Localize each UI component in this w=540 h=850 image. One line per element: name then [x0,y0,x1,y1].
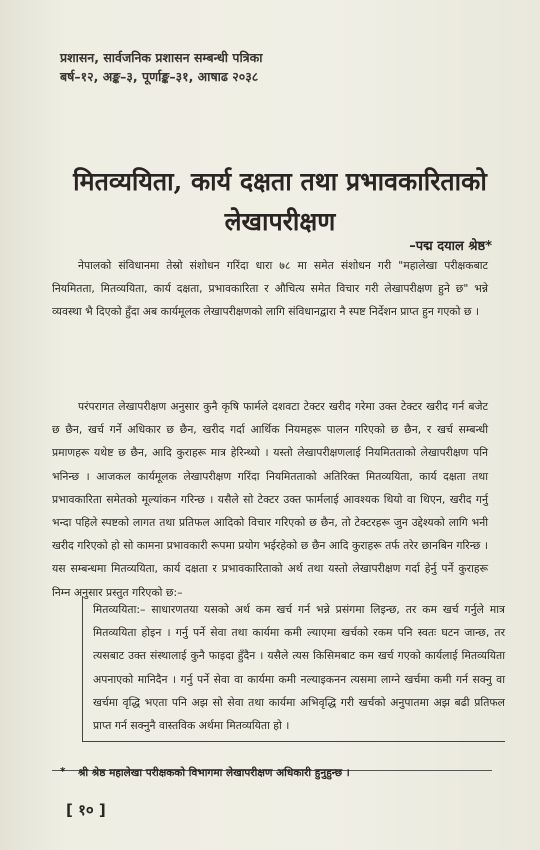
paragraph-2-text: परंपरागत लेखापरीक्षण अनुसार कुनै कृषि फार्मले दशवटा टेक्टर खरीद गरेमा उक्त टेक्टर खरीद गर्न बजेट छ छैन, खर्च गर्ने अधिकार छ छैन, खरीद गर्दा आर्थिक नियमहरू पालन गरिएको छ छैन, र खर्च सम्बन्धी प्रमाणहरू यथेष्ट छ छैन, आदि कुराहरू मात्र हेरिन्थ्यो । यस्तो लेखापरीक्षणलाई नियमितताको लेखापरीक्षण पनि भनिन्छ । आजकल कार्यमूलक लेखापरीक्षण गरिंदा नियमितताको अतिरिक्त मितव्ययिता, कार्य दक्षता तथा प्रभावकारिता समेतको मूल्यांकन गरिन्छ । यसैले सो टेक्टर उक्त फार्मलाई आवश्यक थियो वा थिएन, खरीद गर्नु भन्दा पहिले स्पष्टको लागत तथा प्रतिफल आदिको विचार गरिएको छ छैन, तो टेक्टरहरू जुन उद्देश्यको लागि भनी खरीद गरिएको हो सो कामना प्रभावकारी रूपमा प्रयोग भईरहेको छ छैन आदि कुराहरू तर्फ तरेर छानबिन गरिन्छ । यस सम्बन्धमा मितव्ययिता, कार्य दक्षता र प्रभावकारिताको अर्थ तथा यस्तो लेखापरीक्षण गर्दा हेर्नु पर्ने कुराहरू निम्न अनुसार प्रस्तुत गरिएको छ:– [52,400,488,599]
footnote-marker: * [60,766,66,778]
paragraph-2 [52,395,488,604]
title-line-2: लेखापरीक्षण [224,207,336,236]
page-number: [ १० ] [66,801,106,819]
definition-box: मितव्ययिता:– साधारणतया यसको अर्थ कम खर्च गर्न भन्ने प्रसंगमा लिइन्छ, तर कम खर्च गर्नुले मात्र मितव्ययिता होइन । गर्नु पर्ने सेवा तथा कार्यमा कमी ल्याएमा खर्चको रकम पनि स्वतः घटन जान्छ, तर त्यसबाट उक्त संस्थालाई कुनै फाइदा हुँदैन । यसैले त्यस किसिमबाट कम खर्च गएको कार्यलाई मितव्ययिता अपनाएको मानिदैन । गर्नु पर्ने सेवा वा कार्यमा कमी नल्याइकनन त्यसमा लाग्ने खर्चमा कमी गर्न सक्नु वा खर्चमा वृद्धि भएता पनि अझ सो सेवा तथा कार्यमा अभिवृद्धि गरी खर्चको अनुपातमा अझ बढी प्रतिफल प्राप्त गर्न सक्नुनै वास्तविक अर्थमा मितव्ययिता हो । [82,596,505,742]
paragraph-1-text: नेपालको संविधानमा तेस्रो संशोधन गरिंदा धारा ७८ मा समेत संशोधन गरी "महालेखा परीक्षकबाट नियमितता, मितव्ययिता, कार्य दक्षता, प्रभावकारिता र औचित्य समेत विचार गरी लेखापरीक्षण हुने छ" भन्ने व्यवस्था भै दिएको हुँदा अब कार्यमूलक लेखापरीक्षणको लागि संविधानद्वारा नै स्पष्ट निर्देशन प्राप्त हुन गएको छ । [52,259,488,319]
journal-header [60,48,262,86]
footnote-text: श्री श्रेष्ठ महालेखा परीक्षकको विभागमा लेखापरीक्षण अधिकारी हुनुहुन्छ । [78,767,350,779]
article-title [40,162,520,242]
journal-name: प्रशासन, सार्वजनिक प्रशासन सम्बन्धी पत्रिका [60,50,263,65]
footnote [60,766,350,780]
issue-info: बर्ष–१२, अङ्क–३, पूर्णाङ्क–३१, आषाढ २०३८ [60,69,259,84]
author-name: –पद्म दयाल श्रेष्ठ* [409,239,492,254]
title-line-1: मितव्ययिता, कार्य दक्षता तथा प्रभावकारिताको [73,167,487,196]
paragraph-1 [52,254,488,324]
